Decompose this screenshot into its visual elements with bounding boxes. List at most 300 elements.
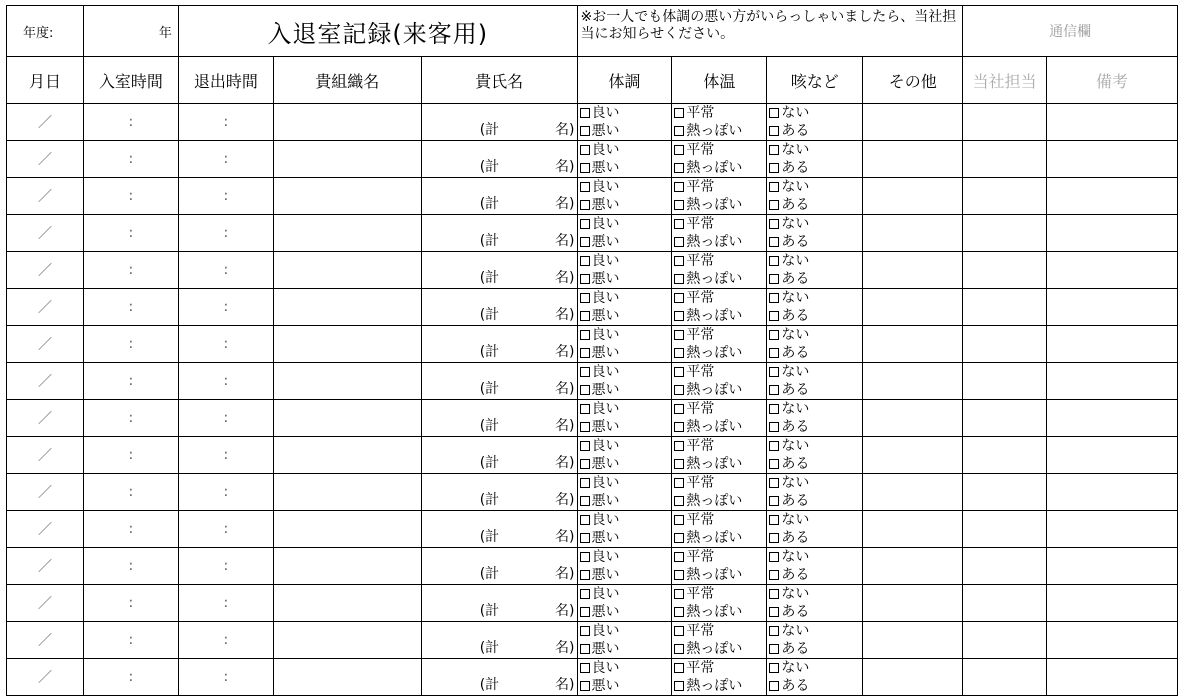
date-cell[interactable] bbox=[7, 437, 84, 474]
checkbox-icon[interactable] bbox=[769, 237, 779, 247]
checkbox-icon[interactable] bbox=[674, 626, 684, 636]
temp-option[interactable] bbox=[674, 437, 766, 455]
guest-name-cell[interactable] bbox=[421, 326, 577, 363]
checkbox-icon[interactable] bbox=[674, 330, 684, 340]
remarks-cell[interactable] bbox=[1047, 437, 1178, 474]
condition-option[interactable] bbox=[580, 233, 672, 251]
staff-cell[interactable] bbox=[963, 511, 1047, 548]
checkbox-icon[interactable] bbox=[580, 293, 590, 303]
guest-name-cell[interactable] bbox=[421, 548, 577, 585]
remarks-cell[interactable] bbox=[1047, 252, 1178, 289]
checkbox-icon[interactable] bbox=[674, 126, 684, 136]
temp-option[interactable] bbox=[674, 400, 766, 418]
checkbox-icon[interactable] bbox=[580, 367, 590, 377]
checkbox-icon[interactable] bbox=[580, 385, 590, 395]
condition-option[interactable] bbox=[580, 529, 672, 547]
cough-option[interactable] bbox=[769, 548, 862, 566]
date-cell[interactable] bbox=[7, 585, 84, 622]
temp-option[interactable] bbox=[674, 381, 766, 399]
checkbox-icon[interactable] bbox=[769, 182, 779, 192]
remarks-cell[interactable] bbox=[1047, 363, 1178, 400]
staff-cell[interactable] bbox=[963, 585, 1047, 622]
condition-option[interactable] bbox=[580, 640, 672, 658]
staff-cell[interactable] bbox=[963, 400, 1047, 437]
remarks-cell[interactable] bbox=[1047, 104, 1178, 141]
remarks-cell[interactable] bbox=[1047, 474, 1178, 511]
date-cell[interactable] bbox=[7, 622, 84, 659]
cough-option[interactable] bbox=[769, 159, 862, 177]
cough-option[interactable] bbox=[769, 585, 862, 603]
cough-option[interactable] bbox=[769, 270, 862, 288]
guest-name-cell[interactable] bbox=[421, 215, 577, 252]
communication-field[interactable]: 通信欄 bbox=[963, 6, 1178, 57]
organization-cell[interactable] bbox=[273, 585, 421, 622]
checkbox-icon[interactable] bbox=[674, 256, 684, 266]
remarks-cell[interactable] bbox=[1047, 178, 1178, 215]
checkbox-icon[interactable] bbox=[674, 293, 684, 303]
organization-cell[interactable] bbox=[273, 437, 421, 474]
temp-option[interactable] bbox=[674, 418, 766, 436]
checkbox-icon[interactable] bbox=[674, 404, 684, 414]
other-cell[interactable] bbox=[863, 141, 963, 178]
checkbox-icon[interactable] bbox=[580, 108, 590, 118]
checkbox-icon[interactable] bbox=[769, 274, 779, 284]
guest-name-cell[interactable] bbox=[421, 289, 577, 326]
temp-option[interactable] bbox=[674, 603, 766, 621]
enter-time-cell[interactable] bbox=[83, 437, 178, 474]
guest-name-cell[interactable] bbox=[421, 622, 577, 659]
exit-time-cell[interactable] bbox=[178, 585, 273, 622]
checkbox-icon[interactable] bbox=[674, 533, 684, 543]
temp-option[interactable] bbox=[674, 196, 766, 214]
checkbox-icon[interactable] bbox=[674, 108, 684, 118]
exit-time-cell[interactable] bbox=[178, 511, 273, 548]
checkbox-icon[interactable] bbox=[580, 570, 590, 580]
checkbox-icon[interactable] bbox=[580, 644, 590, 654]
cough-option[interactable] bbox=[769, 418, 862, 436]
condition-option[interactable] bbox=[580, 492, 672, 510]
cough-option[interactable] bbox=[769, 640, 862, 658]
exit-time-cell[interactable] bbox=[178, 548, 273, 585]
cough-option[interactable] bbox=[769, 196, 862, 214]
organization-cell[interactable] bbox=[273, 215, 421, 252]
cough-option[interactable] bbox=[769, 659, 862, 677]
enter-time-cell[interactable] bbox=[83, 326, 178, 363]
staff-cell[interactable] bbox=[963, 326, 1047, 363]
exit-time-cell[interactable] bbox=[178, 252, 273, 289]
remarks-cell[interactable] bbox=[1047, 548, 1178, 585]
date-cell[interactable] bbox=[7, 363, 84, 400]
checkbox-icon[interactable] bbox=[580, 496, 590, 506]
checkbox-icon[interactable] bbox=[580, 311, 590, 321]
other-cell[interactable] bbox=[863, 215, 963, 252]
enter-time-cell[interactable] bbox=[83, 622, 178, 659]
condition-option[interactable] bbox=[580, 585, 672, 603]
cough-option[interactable] bbox=[769, 252, 862, 270]
date-cell[interactable] bbox=[7, 659, 84, 696]
cough-option[interactable] bbox=[769, 178, 862, 196]
exit-time-cell[interactable] bbox=[178, 474, 273, 511]
checkbox-icon[interactable] bbox=[580, 256, 590, 266]
checkbox-icon[interactable] bbox=[674, 311, 684, 321]
condition-option[interactable] bbox=[580, 511, 672, 529]
temp-option[interactable] bbox=[674, 585, 766, 603]
date-cell[interactable] bbox=[7, 548, 84, 585]
checkbox-icon[interactable] bbox=[674, 367, 684, 377]
staff-cell[interactable] bbox=[963, 437, 1047, 474]
guest-name-cell[interactable] bbox=[421, 585, 577, 622]
condition-option[interactable] bbox=[580, 659, 672, 677]
condition-option[interactable] bbox=[580, 455, 672, 473]
other-cell[interactable] bbox=[863, 400, 963, 437]
condition-option[interactable] bbox=[580, 437, 672, 455]
cough-option[interactable] bbox=[769, 622, 862, 640]
date-cell[interactable] bbox=[7, 400, 84, 437]
other-cell[interactable] bbox=[863, 474, 963, 511]
checkbox-icon[interactable] bbox=[580, 533, 590, 543]
cough-option[interactable] bbox=[769, 104, 862, 122]
checkbox-icon[interactable] bbox=[769, 404, 779, 414]
staff-cell[interactable] bbox=[963, 141, 1047, 178]
enter-time-cell[interactable] bbox=[83, 511, 178, 548]
guest-name-cell[interactable] bbox=[421, 178, 577, 215]
cough-option[interactable] bbox=[769, 511, 862, 529]
cough-option[interactable] bbox=[769, 400, 862, 418]
checkbox-icon[interactable] bbox=[769, 293, 779, 303]
remarks-cell[interactable] bbox=[1047, 215, 1178, 252]
remarks-cell[interactable] bbox=[1047, 585, 1178, 622]
temp-option[interactable] bbox=[674, 455, 766, 473]
organization-cell[interactable] bbox=[273, 178, 421, 215]
exit-time-cell[interactable] bbox=[178, 104, 273, 141]
staff-cell[interactable] bbox=[963, 178, 1047, 215]
checkbox-icon[interactable] bbox=[674, 607, 684, 617]
checkbox-icon[interactable] bbox=[769, 478, 779, 488]
temp-option[interactable] bbox=[674, 640, 766, 658]
staff-cell[interactable] bbox=[963, 548, 1047, 585]
temp-option[interactable] bbox=[674, 326, 766, 344]
checkbox-icon[interactable] bbox=[674, 459, 684, 469]
condition-option[interactable] bbox=[580, 603, 672, 621]
checkbox-icon[interactable] bbox=[580, 663, 590, 673]
checkbox-icon[interactable] bbox=[769, 570, 779, 580]
exit-time-cell[interactable] bbox=[178, 622, 273, 659]
other-cell[interactable] bbox=[863, 659, 963, 696]
checkbox-icon[interactable] bbox=[769, 441, 779, 451]
guest-name-cell[interactable] bbox=[421, 511, 577, 548]
cough-option[interactable] bbox=[769, 344, 862, 362]
condition-option[interactable] bbox=[580, 474, 672, 492]
checkbox-icon[interactable] bbox=[769, 681, 779, 691]
enter-time-cell[interactable] bbox=[83, 474, 178, 511]
temp-option[interactable] bbox=[674, 159, 766, 177]
other-cell[interactable] bbox=[863, 104, 963, 141]
temp-option[interactable] bbox=[674, 548, 766, 566]
checkbox-icon[interactable] bbox=[769, 496, 779, 506]
enter-time-cell[interactable] bbox=[83, 141, 178, 178]
enter-time-cell[interactable] bbox=[83, 363, 178, 400]
exit-time-cell[interactable] bbox=[178, 141, 273, 178]
condition-option[interactable] bbox=[580, 252, 672, 270]
temp-option[interactable] bbox=[674, 677, 766, 695]
date-cell[interactable] bbox=[7, 215, 84, 252]
temp-option[interactable] bbox=[674, 363, 766, 381]
condition-option[interactable] bbox=[580, 159, 672, 177]
condition-option[interactable] bbox=[580, 344, 672, 362]
cough-option[interactable] bbox=[769, 215, 862, 233]
checkbox-icon[interactable] bbox=[674, 385, 684, 395]
checkbox-icon[interactable] bbox=[580, 589, 590, 599]
condition-option[interactable] bbox=[580, 307, 672, 325]
condition-option[interactable] bbox=[580, 289, 672, 307]
date-cell[interactable] bbox=[7, 141, 84, 178]
date-cell[interactable] bbox=[7, 252, 84, 289]
other-cell[interactable] bbox=[863, 548, 963, 585]
other-cell[interactable] bbox=[863, 178, 963, 215]
organization-cell[interactable] bbox=[273, 548, 421, 585]
cough-option[interactable] bbox=[769, 141, 862, 159]
enter-time-cell[interactable] bbox=[83, 289, 178, 326]
organization-cell[interactable] bbox=[273, 252, 421, 289]
checkbox-icon[interactable] bbox=[580, 274, 590, 284]
remarks-cell[interactable] bbox=[1047, 622, 1178, 659]
exit-time-cell[interactable] bbox=[178, 178, 273, 215]
cough-option[interactable] bbox=[769, 307, 862, 325]
exit-time-cell[interactable] bbox=[178, 215, 273, 252]
temp-option[interactable] bbox=[674, 215, 766, 233]
checkbox-icon[interactable] bbox=[580, 552, 590, 562]
other-cell[interactable] bbox=[863, 622, 963, 659]
cough-option[interactable] bbox=[769, 122, 862, 140]
checkbox-icon[interactable] bbox=[674, 644, 684, 654]
other-cell[interactable] bbox=[863, 511, 963, 548]
checkbox-icon[interactable] bbox=[674, 681, 684, 691]
exit-time-cell[interactable] bbox=[178, 363, 273, 400]
checkbox-icon[interactable] bbox=[580, 422, 590, 432]
staff-cell[interactable] bbox=[963, 363, 1047, 400]
checkbox-icon[interactable] bbox=[580, 459, 590, 469]
checkbox-icon[interactable] bbox=[769, 126, 779, 136]
staff-cell[interactable] bbox=[963, 215, 1047, 252]
exit-time-cell[interactable] bbox=[178, 289, 273, 326]
condition-option[interactable] bbox=[580, 381, 672, 399]
organization-cell[interactable] bbox=[273, 511, 421, 548]
checkbox-icon[interactable] bbox=[674, 274, 684, 284]
checkbox-icon[interactable] bbox=[769, 200, 779, 210]
temp-option[interactable] bbox=[674, 344, 766, 362]
enter-time-cell[interactable] bbox=[83, 585, 178, 622]
checkbox-icon[interactable] bbox=[769, 422, 779, 432]
other-cell[interactable] bbox=[863, 252, 963, 289]
checkbox-icon[interactable] bbox=[580, 478, 590, 488]
checkbox-icon[interactable] bbox=[580, 441, 590, 451]
other-cell[interactable] bbox=[863, 437, 963, 474]
checkbox-icon[interactable] bbox=[769, 348, 779, 358]
temp-option[interactable] bbox=[674, 622, 766, 640]
temp-option[interactable] bbox=[674, 492, 766, 510]
temp-option[interactable] bbox=[674, 289, 766, 307]
temp-option[interactable] bbox=[674, 252, 766, 270]
checkbox-icon[interactable] bbox=[674, 441, 684, 451]
temp-option[interactable] bbox=[674, 233, 766, 251]
checkbox-icon[interactable] bbox=[674, 515, 684, 525]
condition-option[interactable] bbox=[580, 363, 672, 381]
checkbox-icon[interactable] bbox=[769, 607, 779, 617]
cough-option[interactable] bbox=[769, 363, 862, 381]
checkbox-icon[interactable] bbox=[674, 570, 684, 580]
date-cell[interactable] bbox=[7, 474, 84, 511]
checkbox-icon[interactable] bbox=[580, 182, 590, 192]
exit-time-cell[interactable] bbox=[178, 437, 273, 474]
other-cell[interactable] bbox=[863, 289, 963, 326]
checkbox-icon[interactable] bbox=[769, 552, 779, 562]
enter-time-cell[interactable] bbox=[83, 659, 178, 696]
guest-name-cell[interactable] bbox=[421, 474, 577, 511]
checkbox-icon[interactable] bbox=[674, 422, 684, 432]
temp-option[interactable] bbox=[674, 104, 766, 122]
temp-option[interactable] bbox=[674, 511, 766, 529]
checkbox-icon[interactable] bbox=[580, 126, 590, 136]
checkbox-icon[interactable] bbox=[580, 163, 590, 173]
exit-time-cell[interactable] bbox=[178, 326, 273, 363]
cough-option[interactable] bbox=[769, 492, 862, 510]
checkbox-icon[interactable] bbox=[674, 496, 684, 506]
checkbox-icon[interactable] bbox=[580, 330, 590, 340]
checkbox-icon[interactable] bbox=[674, 237, 684, 247]
remarks-cell[interactable] bbox=[1047, 511, 1178, 548]
checkbox-icon[interactable] bbox=[769, 644, 779, 654]
checkbox-icon[interactable] bbox=[769, 330, 779, 340]
cough-option[interactable] bbox=[769, 455, 862, 473]
organization-cell[interactable] bbox=[273, 474, 421, 511]
condition-option[interactable] bbox=[580, 566, 672, 584]
enter-time-cell[interactable] bbox=[83, 252, 178, 289]
temp-option[interactable] bbox=[674, 566, 766, 584]
checkbox-icon[interactable] bbox=[769, 385, 779, 395]
enter-time-cell[interactable] bbox=[83, 178, 178, 215]
condition-option[interactable] bbox=[580, 418, 672, 436]
checkbox-icon[interactable] bbox=[769, 533, 779, 543]
enter-time-cell[interactable] bbox=[83, 548, 178, 585]
condition-option[interactable] bbox=[580, 178, 672, 196]
guest-name-cell[interactable] bbox=[421, 252, 577, 289]
condition-option[interactable] bbox=[580, 215, 672, 233]
checkbox-icon[interactable] bbox=[769, 367, 779, 377]
temp-option[interactable] bbox=[674, 474, 766, 492]
remarks-cell[interactable] bbox=[1047, 659, 1178, 696]
temp-option[interactable] bbox=[674, 141, 766, 159]
checkbox-icon[interactable] bbox=[769, 219, 779, 229]
guest-name-cell[interactable] bbox=[421, 659, 577, 696]
exit-time-cell[interactable] bbox=[178, 659, 273, 696]
temp-option[interactable] bbox=[674, 307, 766, 325]
organization-cell[interactable] bbox=[273, 289, 421, 326]
checkbox-icon[interactable] bbox=[674, 663, 684, 673]
checkbox-icon[interactable] bbox=[580, 404, 590, 414]
cough-option[interactable] bbox=[769, 474, 862, 492]
temp-option[interactable] bbox=[674, 659, 766, 677]
remarks-cell[interactable] bbox=[1047, 289, 1178, 326]
staff-cell[interactable] bbox=[963, 289, 1047, 326]
checkbox-icon[interactable] bbox=[769, 663, 779, 673]
remarks-cell[interactable] bbox=[1047, 326, 1178, 363]
enter-time-cell[interactable] bbox=[83, 400, 178, 437]
temp-option[interactable] bbox=[674, 122, 766, 140]
staff-cell[interactable] bbox=[963, 622, 1047, 659]
staff-cell[interactable] bbox=[963, 474, 1047, 511]
organization-cell[interactable] bbox=[273, 622, 421, 659]
checkbox-icon[interactable] bbox=[674, 145, 684, 155]
other-cell[interactable] bbox=[863, 585, 963, 622]
guest-name-cell[interactable] bbox=[421, 104, 577, 141]
checkbox-icon[interactable] bbox=[580, 200, 590, 210]
date-cell[interactable] bbox=[7, 104, 84, 141]
checkbox-icon[interactable] bbox=[580, 348, 590, 358]
temp-option[interactable] bbox=[674, 529, 766, 547]
guest-name-cell[interactable] bbox=[421, 363, 577, 400]
checkbox-icon[interactable] bbox=[580, 515, 590, 525]
checkbox-icon[interactable] bbox=[769, 256, 779, 266]
checkbox-icon[interactable] bbox=[674, 219, 684, 229]
temp-option[interactable] bbox=[674, 270, 766, 288]
enter-time-cell[interactable] bbox=[83, 104, 178, 141]
checkbox-icon[interactable] bbox=[769, 459, 779, 469]
date-cell[interactable] bbox=[7, 511, 84, 548]
organization-cell[interactable] bbox=[273, 363, 421, 400]
date-cell[interactable] bbox=[7, 178, 84, 215]
checkbox-icon[interactable] bbox=[674, 200, 684, 210]
checkbox-icon[interactable] bbox=[674, 589, 684, 599]
checkbox-icon[interactable] bbox=[769, 311, 779, 321]
condition-option[interactable] bbox=[580, 196, 672, 214]
staff-cell[interactable] bbox=[963, 104, 1047, 141]
checkbox-icon[interactable] bbox=[769, 589, 779, 599]
remarks-cell[interactable] bbox=[1047, 400, 1178, 437]
condition-option[interactable] bbox=[580, 400, 672, 418]
remarks-cell[interactable] bbox=[1047, 141, 1178, 178]
checkbox-icon[interactable] bbox=[580, 237, 590, 247]
cough-option[interactable] bbox=[769, 233, 862, 251]
checkbox-icon[interactable] bbox=[674, 163, 684, 173]
checkbox-icon[interactable] bbox=[580, 681, 590, 691]
checkbox-icon[interactable] bbox=[769, 515, 779, 525]
exit-time-cell[interactable] bbox=[178, 400, 273, 437]
checkbox-icon[interactable] bbox=[769, 163, 779, 173]
organization-cell[interactable] bbox=[273, 141, 421, 178]
enter-time-cell[interactable] bbox=[83, 215, 178, 252]
staff-cell[interactable] bbox=[963, 252, 1047, 289]
organization-cell[interactable] bbox=[273, 104, 421, 141]
checkbox-icon[interactable] bbox=[674, 478, 684, 488]
guest-name-cell[interactable] bbox=[421, 437, 577, 474]
condition-option[interactable] bbox=[580, 141, 672, 159]
condition-option[interactable] bbox=[580, 548, 672, 566]
checkbox-icon[interactable] bbox=[580, 145, 590, 155]
cough-option[interactable] bbox=[769, 677, 862, 695]
checkbox-icon[interactable] bbox=[674, 552, 684, 562]
condition-option[interactable] bbox=[580, 104, 672, 122]
cough-option[interactable] bbox=[769, 326, 862, 344]
date-cell[interactable] bbox=[7, 289, 84, 326]
staff-cell[interactable] bbox=[963, 659, 1047, 696]
year-field[interactable]: 年 bbox=[83, 6, 178, 57]
guest-name-cell[interactable] bbox=[421, 400, 577, 437]
organization-cell[interactable] bbox=[273, 326, 421, 363]
cough-option[interactable] bbox=[769, 289, 862, 307]
condition-option[interactable] bbox=[580, 677, 672, 695]
other-cell[interactable] bbox=[863, 363, 963, 400]
checkbox-icon[interactable] bbox=[769, 626, 779, 636]
